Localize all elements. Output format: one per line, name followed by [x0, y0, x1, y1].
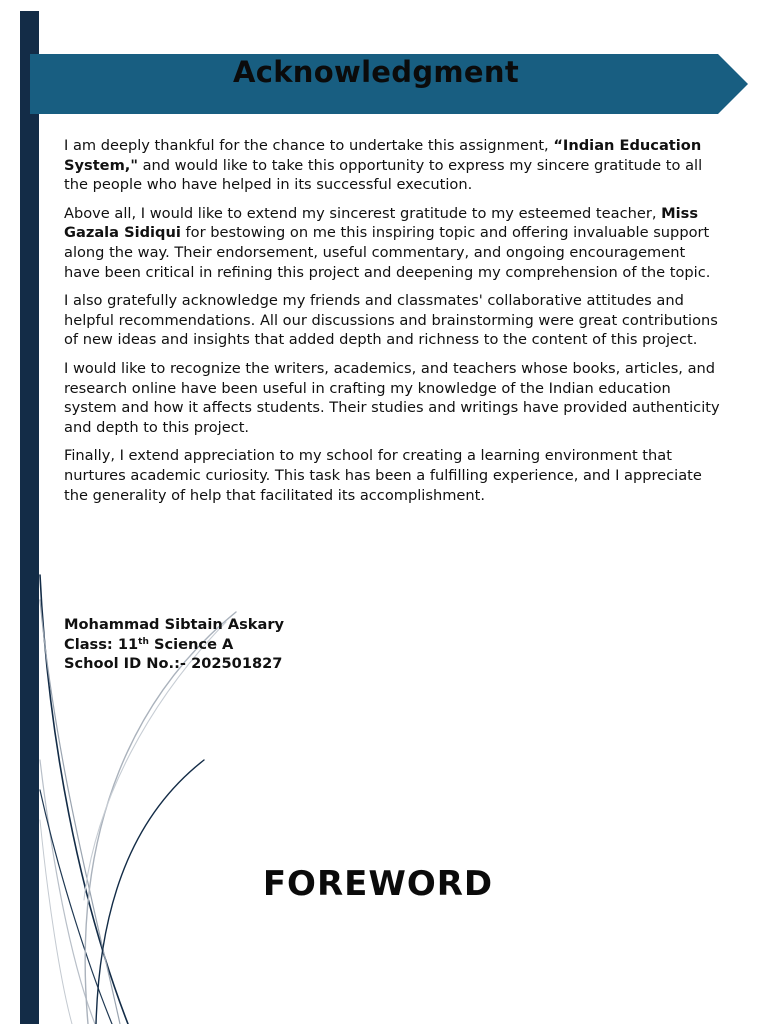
paragraph-5: Finally, I extend appreciation to my school for creating a learning environment that nurtures academic curiosity. This task has been a fulfilling experience, and I appreciate the generality of help that facilitated its accomplishment. [64, 447, 702, 504]
swirl-line [40, 820, 72, 1024]
swirl-line [85, 612, 236, 1024]
school-id: School ID No.:- 202501827 [64, 655, 283, 673]
project-title-emphasis: “Indian Education System," [64, 137, 702, 174]
student-class [64, 635, 464, 655]
paragraph-text: for bestowing on me this inspiring topic and offering invaluable support along the way. Their endorsement, useful commentary, and ongoing encouragement have been critical in refining this project and deepening my comprehension of the topic. [64, 224, 711, 281]
paragraph-2 [64, 204, 720, 282]
paragraph-text: and would like to take this opportunity to express my sincere gratitude to all the people who have helped in its successful execution. [64, 156, 703, 194]
title-banner [30, 54, 748, 114]
acknowledgment-body [64, 136, 720, 514]
signature-block [64, 615, 464, 674]
foreword-heading: FOREWORD [262, 864, 494, 904]
class-prefix: Class: 11 [64, 635, 139, 653]
page-title: Acknowledgment [232, 55, 519, 89]
paragraph-text: Above all, I would like to extend my sincerest gratitude to my esteemed teacher, [64, 204, 662, 222]
teacher-name-emphasis: Miss Gazala Sidiqui [64, 204, 699, 242]
class-ordinal: th [138, 636, 149, 647]
paragraph-1 [64, 136, 720, 195]
class-suffix: Science A [148, 635, 234, 653]
paragraph-text: I am deeply thankful for the chance to undertake this assignment, [64, 137, 554, 154]
paragraph-3: I also gratefully acknowledge my friends and classmates' collaborative attitudes and helpful recommendations. All our discussions and brainstorming were great contributions of new ideas and insights that added depth and richness to the content of this project. [64, 292, 718, 349]
paragraph-4: I would like to recognize the writers, academics, and teachers whose books, articles, and research online have been useful in crafting my knowledge of the Indian education system and how it affects students. Their studies and writings have provided authenticity and depth to this project. [64, 359, 720, 436]
student-name: Mohammad Sibtain Askary [64, 616, 285, 633]
